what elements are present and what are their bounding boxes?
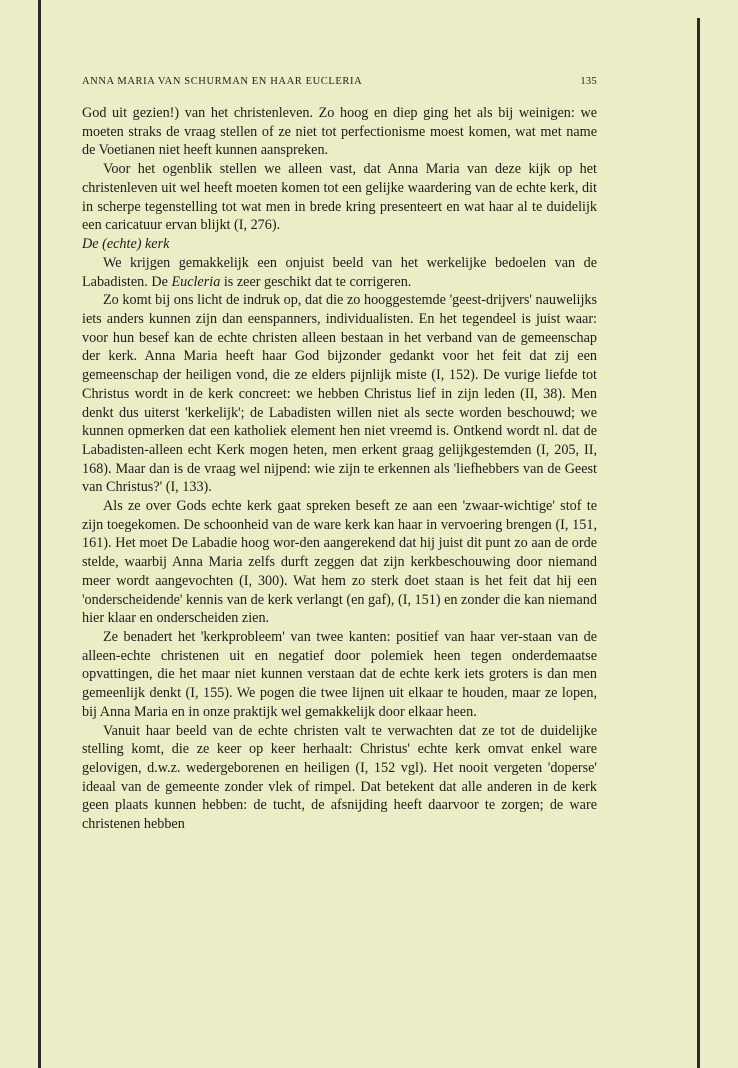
scan-left-edge: [38, 0, 41, 1068]
paragraph-2: Voor het ogenblik stellen we alleen vast, dat Anna Maria van deze kijk op het christenleven uit wel heeft moeten komen tot een gelijke waardering van de echte kerk, dit in scherpe tegenstelling tot wat men in brede kring presenteert en wat haar al te duidelijk een caricatuur ervan blijkt (I, 276).: [82, 161, 597, 234]
paragraph-6: Ze benadert het 'kerkprobleem' van twee kanten: positief van haar ver-staan van de alleen-echte christenen uit en negatief door polemiek heen tegen onderdemaatse opvattingen, die het maar niet kunnen verstaan dat de echte kerk iets groters is dan men gemeenlijk denkt (I, 155). We pogen die twee lijnen uit elkaar te houden, maar ze lopen, bij Anna Maria en in onze praktijk wel gemakkelijk door elkaar heen.: [82, 628, 597, 720]
book-page: [82, 72, 597, 834]
eucleria-title: Eucleria: [171, 273, 221, 290]
paragraph-4: Zo komt bij ons licht de indruk op, dat die zo hooggestemde 'geest-drijvers' nauwelijks iets anders kunnen zijn dan eenspanners, individualisten. En het tegendeel is juist waar: voor hun besef kan de echte christen alleen bestaan in het verband van de gemeenschap der kerk. Anna Maria heeft haar God bijzonder gedankt voor het feit dat zij een gemeenschap der heiligen vond, die ze elders pijnlijk miste (I, 152). De vurige liefde tot Christus wordt in de kerk concreet: we hebben Christus lief in zijn leden (II, 38). Men denkt dus uiterst 'kerkelijk'; de Labadisten willen niet als secte worden beschouwd; we kunnen opmerken dat een katholiek element hen niet vreemd is. Ontkend wordt nl. dat de Labadisten-alleen echt Kerk mogen heten, men erkent graag gelijkgestemden (I, 205, II, 168). Maar dan is de vraag wel nijpend: wie zijn te erkennen als 'liefhebbers van de Geest van Christus?' (I, 133).: [82, 292, 597, 496]
paragraph-5: Als ze over Gods echte kerk gaat spreken beseft ze aan een 'zwaar-wichtige' stof te zijn toegekomen. De schoonheid van de ware kerk kan haar in vervoering brengen (I, 151, 161). Het moet De Labadie hoog wor-den aangerekend dat hij juist dit punt zo aan de orde stelde, waarbij Anna Maria zelfs durft zeggen dat zijn kerkbeschouwing door niemand meer wordt aangevochten (I, 300). Wat hem zo sterk doet staan is het feit dat hij een 'onderscheidende' kennis van de kerk verlangt (en gaf), (I, 151) en zonder die kan niemand hier klaar en onderscheiden zien.: [82, 498, 597, 627]
running-header: [82, 72, 597, 92]
scan-right-edge: [697, 18, 700, 1068]
paragraph-3: [82, 254, 597, 291]
paragraph-3-before: We krijgen gemakkelijk een onjuist beeld van het werkelijke bedoelen van de Labadisten. De: [82, 254, 597, 290]
body-text: [82, 104, 597, 834]
paragraph-7: Vanuit haar beeld van de echte christen valt te verwachten dat ze tot de duidelijke stelling komt, die ze keer op keer herhaalt: Christus' echte kerk omvat enkel ware gelovigen, d.w.z. wedergeborenen en heiligen (I, 152 vgl). Het nooit vergeten 'doperse' ideaal van de gemeente zonder vlek of rimpel. Dat betekent dat alle anderen in de kerk geen plaats kunnen hebben: de tucht, de afsnijding heeft daarvoor te zorgen; de ware christenen hebben: [82, 722, 597, 833]
paragraph-3-after: is zeer geschikt dat te corrigeren.: [220, 273, 412, 290]
page-number: 135: [580, 76, 597, 87]
running-title: ANNA MARIA VAN SCHURMAN EN HAAR EUCLERIA: [82, 76, 363, 87]
section-heading: De (echte) kerk: [82, 235, 170, 252]
paragraph-1: God uit gezien!) van het christenleven. Zo hoog en diep ging het als bij weinigen: we moeten straks de vraag stellen of ze niet tot perfectionisme moest komen, wat met name de Voetianen niet heeft kunnen aanspreken.: [82, 105, 597, 159]
